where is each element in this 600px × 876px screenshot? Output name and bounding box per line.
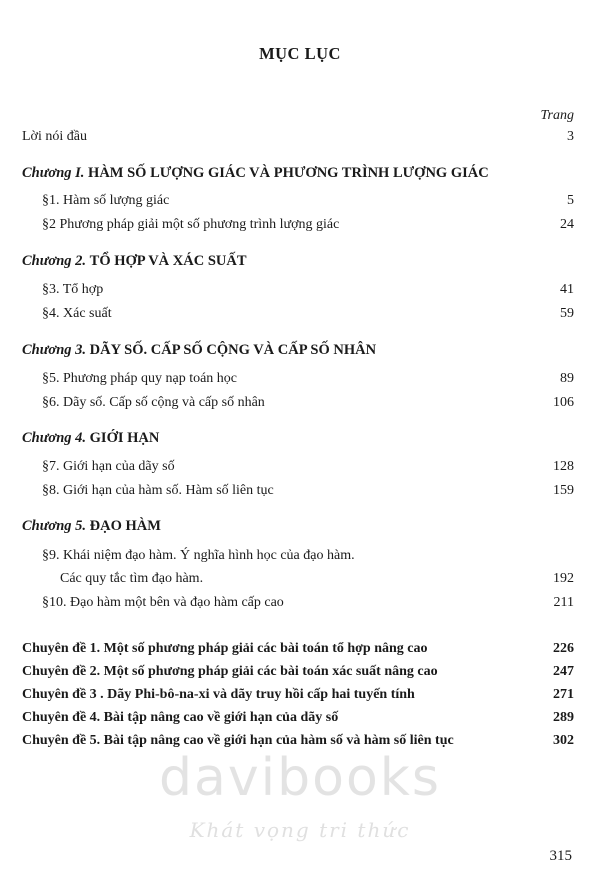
toc-entry-section xyxy=(42,305,574,323)
toc-entry-label: §9. Khái niệm đạo hàm. Ý nghĩa hình học của đạo hàm. xyxy=(42,548,355,563)
chapter-title: TỔ HỢP VÀ XÁC SUẤT xyxy=(89,253,247,269)
chapter-heading xyxy=(22,341,574,359)
toc-entry-section xyxy=(42,192,574,210)
toc-entry-page: 211 xyxy=(553,595,574,610)
toc-entry-label: Các quy tắc tìm đạo hàm. xyxy=(60,571,204,586)
toc-entry-topic xyxy=(22,686,574,704)
toc-entry-label: §5. Phương pháp quy nạp toán học xyxy=(42,371,238,386)
toc-entry-topic xyxy=(22,640,574,658)
toc-entry-page: 89 xyxy=(560,371,574,386)
toc-entry-page: 159 xyxy=(553,483,574,498)
page-title: MỤC LỤC xyxy=(259,44,341,63)
toc-entry-label: §1. Hàm số lượng giác xyxy=(42,193,170,208)
watermark-slogan: Khát vọng tri thức xyxy=(189,818,411,842)
toc-entry-label: Chuyên đề 5. Bài tập nâng cao về giới hạn của hàm số và hàm số liên tục xyxy=(22,733,454,748)
toc-entry-label: §3. Tổ hợp xyxy=(42,282,104,297)
chapter-heading xyxy=(22,429,574,447)
toc-entry-page: 5 xyxy=(567,193,574,208)
toc-entry-page: 271 xyxy=(553,687,574,702)
toc-entry-page: 247 xyxy=(553,664,574,679)
toc-entry-label: §8. Giới hạn của hàm số. Hàm số liên tục xyxy=(42,483,274,498)
toc-entry-label: §7. Giới hạn của dãy số xyxy=(42,459,175,474)
page-number: 315 xyxy=(549,848,572,864)
toc-entry-preface xyxy=(22,128,574,146)
chapter-kicker: Chương 2. xyxy=(22,253,87,269)
toc-entry-label: §6. Dãy số. Cấp số cộng và cấp số nhân xyxy=(42,395,265,410)
toc-entry-page: 24 xyxy=(560,217,574,232)
toc-entry-page: 128 xyxy=(553,459,574,474)
chapter-title: DÃY SỐ. CẤP SỐ CỘNG VÀ CẤP SỐ NHÂN xyxy=(89,342,377,358)
toc-entry-page: 106 xyxy=(553,395,574,410)
chapter-title: HÀM SỐ LƯỢNG GIÁC VÀ PHƯƠNG TRÌNH LƯỢNG GIÁC xyxy=(88,165,489,181)
toc-entry-section xyxy=(42,281,574,299)
toc-entry-section-continued xyxy=(60,570,574,588)
chapter-heading xyxy=(22,252,574,270)
watermark-brand: davibooks xyxy=(159,748,441,808)
toc-entry-section xyxy=(42,394,574,412)
toc-entry-label: §2 Phương pháp giải một số phương trình lượng giác xyxy=(42,217,340,232)
toc-entry-section xyxy=(42,547,574,565)
toc-entry-section xyxy=(42,482,574,500)
chapter-kicker: Chương I. xyxy=(22,165,85,181)
toc-entry-section xyxy=(42,370,574,388)
page-column-header: Trang xyxy=(540,108,574,123)
toc-entry-label: §4. Xác suất xyxy=(42,306,112,321)
toc-entry-page: 192 xyxy=(553,571,574,586)
toc-entry-topic xyxy=(22,663,574,681)
chapter-kicker: Chương 3. xyxy=(22,342,87,358)
chapter-title: GIỚI HẠN xyxy=(89,430,160,446)
toc-entry-section xyxy=(42,594,574,612)
chapter-kicker: Chương 5. xyxy=(22,518,87,534)
chapter-title: ĐẠO HÀM xyxy=(89,518,161,534)
toc-entry-section xyxy=(42,216,574,234)
toc-entry-section xyxy=(42,458,574,476)
chapter-kicker: Chương 4. xyxy=(22,430,87,446)
toc-entry-page: 302 xyxy=(553,733,574,748)
toc-entry-topic xyxy=(22,709,574,727)
toc-entry-page: 226 xyxy=(553,641,574,656)
toc-entry-label: Chuyên đề 2. Một số phương pháp giải các bài toán xác suất nâng cao xyxy=(22,664,438,679)
chapter-heading xyxy=(22,164,574,182)
toc-entry-label: Chuyên đề 4. Bài tập nâng cao về giới hạn của dãy số xyxy=(22,710,339,725)
toc-entry-page: 59 xyxy=(560,306,574,321)
toc-entry-page: 3 xyxy=(567,129,574,144)
chapter-heading xyxy=(22,517,574,535)
toc-entry-label: §10. Đạo hàm một bên và đạo hàm cấp cao xyxy=(42,595,284,610)
toc-entry-label: Chuyên đề 3 . Dãy Phi-bô-na-xi và dãy truy hồi cấp hai tuyến tính xyxy=(22,687,415,702)
toc-entry-page: 41 xyxy=(560,282,574,297)
toc-entry-page: 289 xyxy=(553,710,574,725)
toc-entry-label: Lời nói đầu xyxy=(22,129,87,144)
toc-entry-label: Chuyên đề 1. Một số phương pháp giải các bài toán tổ hợp nâng cao xyxy=(22,641,428,656)
